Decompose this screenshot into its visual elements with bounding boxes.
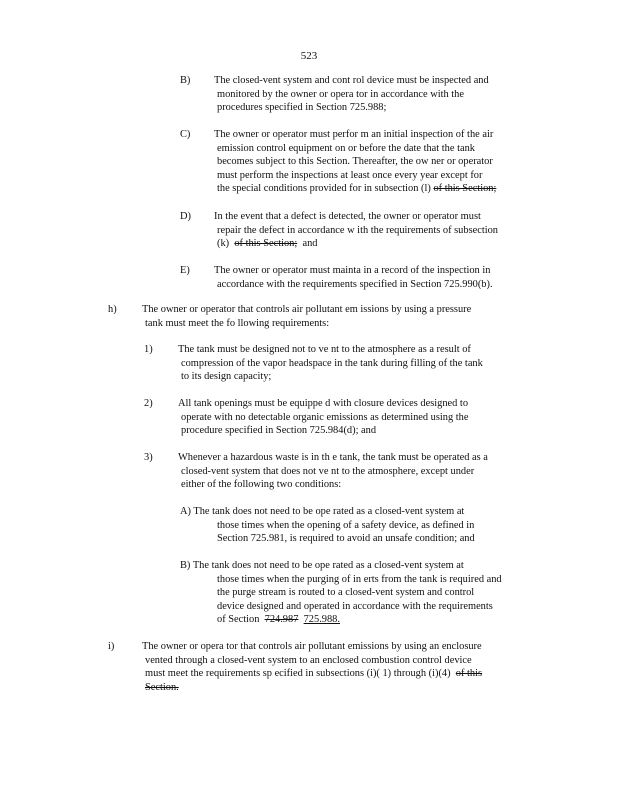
struck-text: of this Section; xyxy=(234,238,298,250)
item-label: 2) xyxy=(144,398,153,409)
text-line: and xyxy=(302,238,318,250)
item-label: h) xyxy=(108,304,117,315)
text-line: The tank does not need to be ope rated as a closed-vent system at xyxy=(192,560,464,571)
text-line: (k) xyxy=(217,238,230,250)
item-h-2 xyxy=(144,397,540,441)
text-line: The tank must be designed not to ve nt to the atmosphere as a result of xyxy=(178,344,471,355)
item-b xyxy=(180,74,530,118)
item-text xyxy=(180,505,530,546)
text-line: either of the following two conditions: xyxy=(181,479,342,491)
text-line: emission control equipment on or before the date that the tank xyxy=(217,142,475,154)
item-label: 3) xyxy=(144,452,153,463)
text-line: In the event that a defect is detected, the owner or operator must xyxy=(214,211,481,222)
item-text xyxy=(178,397,540,438)
item-d xyxy=(180,210,540,254)
text-line: device designed and operated in accordance with the requirements xyxy=(217,600,493,612)
item-label: B) xyxy=(180,560,191,571)
text-line: those times when the opening of a safety device, as defined in xyxy=(217,519,475,531)
text-line: procedure specified in Section 725.984(d); and xyxy=(181,425,377,437)
item-label: A) xyxy=(180,506,191,517)
struck-text: 724.987 xyxy=(264,614,299,626)
item-text xyxy=(142,640,540,694)
item-h-3 xyxy=(144,451,540,495)
text-line: closed-vent system that does not ve nt to the atmosphere, except under xyxy=(181,465,475,477)
text-line: The owner or opera tor that controls air pollutant emissions by using an enclosure xyxy=(142,641,482,652)
item-label: C) xyxy=(180,129,191,140)
item-label: i) xyxy=(108,641,115,652)
text-line: compression of the vapor headspace in the tank during filling of the tank xyxy=(181,357,483,369)
item-text xyxy=(180,559,540,627)
text-line: Section 725.981, is required to avoid an unsafe condition; and xyxy=(217,533,475,545)
item-i xyxy=(108,640,540,698)
item-label: 1) xyxy=(144,344,153,355)
text-line: operate with no detectable organic emissions as determined using the xyxy=(181,411,469,423)
text-line: to its design capacity; xyxy=(181,371,272,383)
item-text xyxy=(214,210,540,251)
text-line: those times when the purging of in erts from the tank is required and xyxy=(217,573,502,585)
item-text xyxy=(178,343,540,384)
text-line: must meet the requirements sp ecified in subsections (i)( 1) through (i)(4) xyxy=(145,668,451,680)
item-text xyxy=(142,303,528,330)
item-text xyxy=(178,451,540,492)
text-line: The owner or operator that controls air pollutant em issions by using a pressure xyxy=(142,304,472,315)
text-line: vented through a closed-vent system to an enclosed combustion control device xyxy=(145,654,472,666)
item-e xyxy=(180,264,540,294)
item-h xyxy=(108,303,528,333)
text-line: must perform the inspections at least once every year except for xyxy=(217,169,483,181)
text-line: the special conditions provided for in subsection (l) xyxy=(217,183,431,195)
text-line: All tank openings must be equippe d with closure devices designed to xyxy=(178,398,469,409)
text-line: accordance with the requirements specified in Section 725.990(b). xyxy=(217,278,493,290)
struck-text: Section. xyxy=(145,681,179,693)
item-label: D) xyxy=(180,211,191,222)
item-label: E) xyxy=(180,265,190,276)
text-line: The tank does not need to be ope rated as a closed-vent system at xyxy=(193,506,465,517)
text-line: tank must meet the fo llowing requirements: xyxy=(145,317,330,329)
item-h-1 xyxy=(144,343,540,387)
item-h-3-b xyxy=(180,559,540,631)
text-line: becomes subject to this Section. Thereafter, the ow ner or operator xyxy=(217,156,493,168)
struck-text: of this Section; xyxy=(433,183,497,195)
text-line: the purge stream is routed to a closed-vent system and control xyxy=(217,587,475,599)
text-line: procedures specified in Section 725.988; xyxy=(217,102,387,114)
struck-text: of this xyxy=(455,668,483,680)
text-line: repair the defect in accordance w ith the requirements of subsection xyxy=(217,224,499,236)
item-label: B) xyxy=(180,75,191,86)
text-line: The closed-vent system and cont rol device must be inspected and xyxy=(214,75,489,86)
item-text xyxy=(214,264,540,291)
item-c xyxy=(180,128,540,200)
item-h-3-a xyxy=(180,505,530,549)
text-line: Whenever a hazardous waste is in th e tank, the tank must be operated as a xyxy=(178,452,488,463)
text-line: of Section xyxy=(217,614,260,626)
page-number: 523 xyxy=(300,50,318,62)
text-line: The owner or operator must mainta in a record of the inspection in xyxy=(214,265,491,276)
item-text xyxy=(214,74,530,115)
item-text xyxy=(214,128,540,196)
inserted-text: 725.988. xyxy=(303,614,340,626)
text-line: monitored by the owner or opera tor in accordance with the xyxy=(217,88,464,100)
text-line: The owner or operator must perfor m an initial inspection of the air xyxy=(214,129,494,140)
